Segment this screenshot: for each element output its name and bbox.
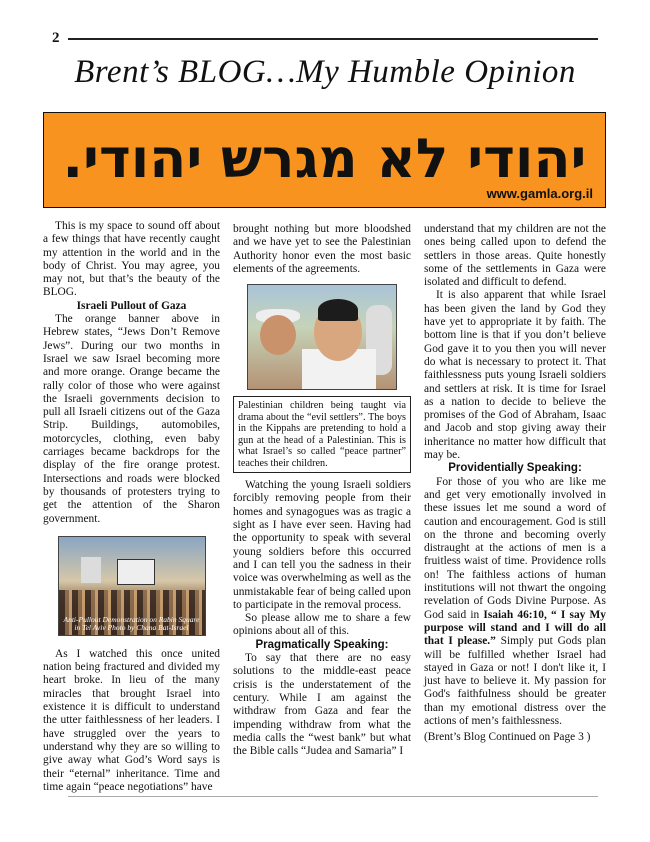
children-drama-photo <box>247 284 397 390</box>
footer-rule <box>68 796 598 797</box>
photo-figure <box>260 315 296 355</box>
page-title: Brent’s BLOG…My Humble Opinion <box>74 54 576 90</box>
intro-paragraph: This is my space to sound off about a few things that have recently caught my attention in the world and in the body of Christ. You may agree, you may not, but that’s the beauty of the BLOG. <box>43 220 220 299</box>
orange-banner <box>43 112 606 208</box>
demonstration-photo <box>58 536 206 636</box>
paragraph: The orange banner above in Hebrew states, “Jews Don’t Remove Jews”. During our two months in Israel we saw Israel becoming more and more orange. Orange became the rally color of those who were against the Israeli governments decision to pull all Israeli citizens out of the Gaza Strip. Buildings, automobiles, motorcycles, clothing, even baby carriages became backdrops for the display of the fire orange protest. Intersections and roads were blocked by thousands of protesters trying to get the attention of the Sharon government. <box>43 313 220 525</box>
paragraph: It is also apparent that while Israel has been given the land by God they have yet to appropriate it by faith. The bottom line is that if you don’t believe God gave it to you then you will never do what is necessary to protect it. That faithlessness puts young Israeli soldiers and settlers at risk. It is time for Israel as a nation to decide to believe the promises of the God of Abraham, Isaac and Jacob and stop giving away their inheritance no matter how difficult that may be. <box>424 289 606 462</box>
paragraph-text: For those of you who are like me and get very emotionally involved in these issues let me sound a word of caution and encouragement. God is still on the throne and becoming overly distraught at the actions of men is a fruitless waist of time. Providence rolls on! The faithless actions of human institutions will not thwart the ongoing revelation of Gods Divine Purpose. As God said in <box>424 475 606 621</box>
section-heading-pragmatically: Pragmatically Speaking: <box>255 638 389 651</box>
paragraph: brought nothing but more bloodshed and we have yet to see the Palestinian Authority honor even the most basic elements of the agreements. <box>233 223 411 275</box>
continued-note: (Brent’s Blog Continued on Page 3 ) <box>424 731 591 744</box>
banner-url: www.gamla.org.il <box>486 186 593 201</box>
column-2 <box>233 220 411 758</box>
photo-caption-box: Palestinian children being taught via drama about the “evil settlers”. The boys in the Kippahs are pretending to hold a gun at the head of a Palestinian. This is what Israel’s so called “peace partner” teaches their children. <box>233 396 411 473</box>
photo-caption: Anti-Pullout Demonstration on Rabin Square in Tel Aviv Photo by Chana Bat-Israel <box>63 614 200 632</box>
section-heading-providentially: Providentially Speaking: <box>448 462 582 475</box>
paragraph: So please allow me to share a few opinions about all of this. <box>233 612 411 638</box>
kippah-shape <box>318 299 358 321</box>
section-heading-pullout: Israeli Pullout of Gaza <box>76 299 187 312</box>
banner-hebrew-text: יהודי לא מגרש יהודי. <box>62 127 587 190</box>
paragraph <box>424 476 606 729</box>
header-rule <box>68 38 598 40</box>
photo-sign <box>117 559 155 585</box>
paragraph: As I watched this once united nation being fractured and divided my heart broke. In lieu of the many miracles that brought Israel into existence it is difficult to understand the utter faithlessness of her leaders. I have struggled over the years to understand why they are so willing to give away what God’s Word says is their “eternal” inheritance. Time and time again “peace negotiations” have <box>43 647 220 793</box>
verse-reference: Isaiah 46:10, <box>483 608 547 621</box>
paragraph-text: Simply put Gods plan will be fulfilled whether Israel had stayed in Gaza or not! I don't like it, I just have to believe it. My passion for God's faithfulness should be greater than my emotional distress over the actions of men’s faithlessness. <box>424 635 606 727</box>
verse-quote: “ I say My purpose will stand and I will do all that I please.” <box>424 608 606 648</box>
photo-sign <box>81 557 101 583</box>
paragraph: To say that there are no easy solutions to the middle-east peace crisis is the understatement of the century. While I am against the withdraw from Gaza and fear the impending withdraw from what the media calls the “west bank” but what the Bible calls “Judea and Samaria” I <box>233 652 411 758</box>
paragraph: Watching the young Israeli soldiers forcibly removing people from their homes and synagogues was as tragic a sight as I have ever seen. Having had the opportunity to speak with several young soldiers before this occurred and I can tell you the sadness in their voice was overwhelming as well as the unmistakable fear of being called upon to participate in the removal process. <box>233 479 411 611</box>
column-3 <box>424 220 606 745</box>
column-1 <box>43 220 220 794</box>
paragraph: understand that my children are not the ones being called upon to defend the settlers in those areas. Quite honestly some of the settlements in Gaza were isolated and difficult to defend. <box>424 223 606 289</box>
page-number: 2 <box>52 30 60 46</box>
